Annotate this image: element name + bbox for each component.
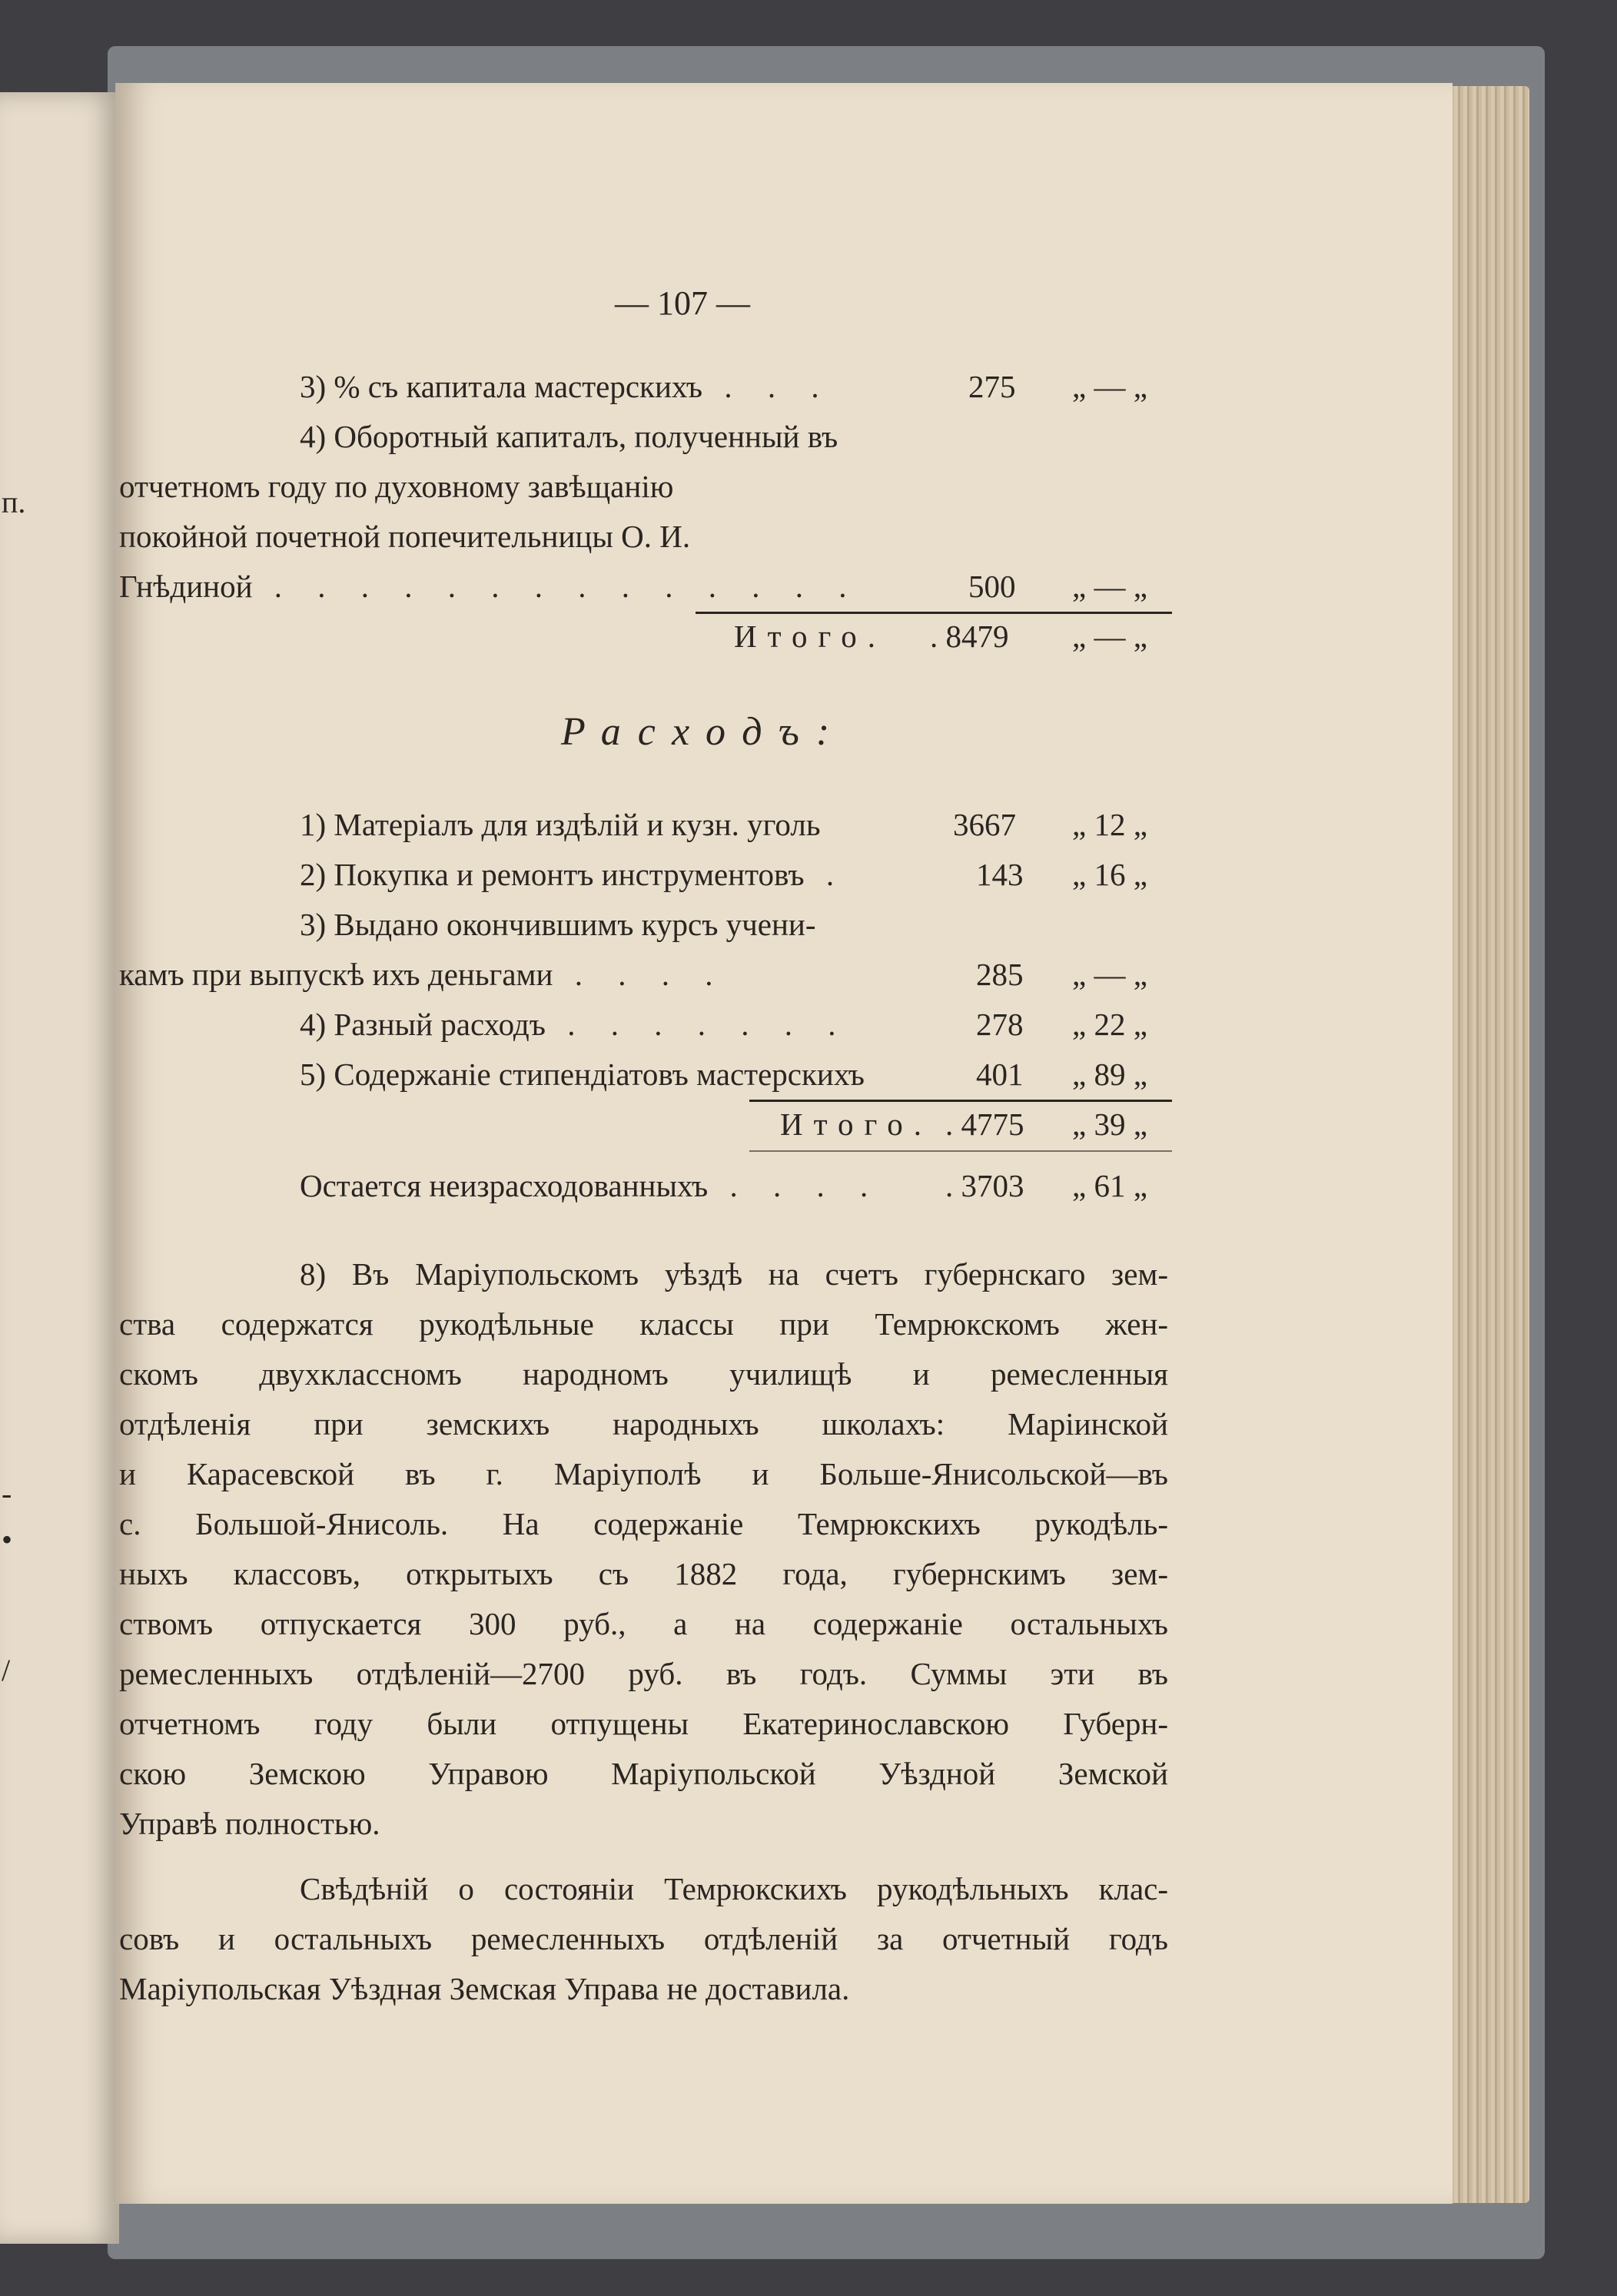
expense-item-kopecks: „ — „ <box>1072 957 1147 992</box>
paragraph-line: 8) Въ Маріупольскомъ уѣздѣ на счетъ губернскаго зем- <box>300 1256 1168 1292</box>
expense-item-amount: 401 <box>976 1057 1024 1092</box>
paragraph-line: и Карасевской въ г. Маріуполѣ и Больше-Янисольской—въ <box>119 1456 1168 1491</box>
expense-total-label: Итого. <box>780 1107 933 1142</box>
paragraph-line: Управѣ полностью. <box>119 1806 380 1841</box>
expense-item-amount: 3667 <box>953 807 1016 842</box>
expense-item-amount: 143 <box>976 857 1024 892</box>
left-page-fragment: - <box>2 1476 12 1511</box>
paragraph-line: Маріупольская Уѣздная Земская Управа не доставила. <box>119 1971 850 2006</box>
remaining-label: Остается неизрасходованныхъ . . . . <box>300 1168 882 1203</box>
income-total-kopecks: „ — „ <box>1072 619 1147 654</box>
page-number: — 107 — <box>615 284 750 322</box>
previous-page-edge <box>0 92 119 2244</box>
left-page-fragment: / <box>2 1653 11 1687</box>
expense-item-amount: 285 <box>976 957 1024 992</box>
paragraph-line: отчетномъ году были отпущены Екатеринославскою Губерн- <box>119 1706 1168 1741</box>
left-page-fragment: п. <box>2 485 26 519</box>
expense-item-line: 3) Выдано окончившимъ курсъ учени- <box>300 907 816 942</box>
sum-rule <box>696 612 1172 614</box>
sum-rule <box>749 1100 1172 1102</box>
paragraph-line: ствомъ отпускается 300 руб., а на содержаніе остальныхъ <box>119 1606 1168 1641</box>
expense-item-line: камъ при выпускѣ ихъ деньгами . . . . <box>119 957 727 992</box>
expense-item-label: 5) Содержаніе стипендіатовъ мастерскихъ <box>300 1057 865 1092</box>
expense-total-kopecks: „ 39 „ <box>1072 1107 1147 1142</box>
paragraph-line: ныхъ классовъ, открытыхъ съ 1882 года, губернскимъ зем- <box>119 1556 1168 1591</box>
remaining-amount: . 3703 <box>945 1168 1024 1203</box>
expense-item-label: 1) Матеріалъ для издѣлій и кузн. уголь <box>300 807 821 842</box>
expense-item-kopecks: „ 22 „ <box>1072 1007 1147 1042</box>
sum-rule <box>749 1150 1172 1152</box>
expenses-heading: Расходъ: <box>561 710 847 754</box>
income-item-line: 4) Оборотный капиталъ, полученный въ <box>300 419 838 454</box>
paragraph-line: ремесленныхъ отдѣленій—2700 руб. въ годъ. Суммы эти въ <box>119 1656 1168 1691</box>
income-total-amount: . 8479 <box>930 619 1009 654</box>
income-item-label: 3) % съ капитала мастерскихъ . . . <box>300 369 833 404</box>
paragraph-line: с. Большой-Янисоль. На содержаніе Темрюкскихъ рукодѣль- <box>119 1506 1168 1541</box>
income-item-kopecks: „ — „ <box>1072 369 1147 404</box>
page-edges <box>1445 86 1529 2203</box>
paragraph-line: скомъ двухклассномъ народномъ училищѣ и ремесленныя <box>119 1356 1168 1392</box>
income-item-line: покойной почетной попечительницы О. И. <box>119 519 691 554</box>
paragraph-line: скою Земскою Управою Маріупольской Уѣздной Земской <box>119 1756 1168 1791</box>
left-page-fragment: • <box>2 1522 13 1557</box>
income-item-amount: 500 <box>968 569 1016 604</box>
paragraph-line: отдѣленія при земскихъ народныхъ школахъ: Маріинской <box>119 1406 1168 1442</box>
income-item-amount: 275 <box>968 369 1016 404</box>
expense-item-kopecks: „ 16 „ <box>1072 857 1147 892</box>
paragraph-line: совъ и остальныхъ ремесленныхъ отдѣленій за отчетный годъ <box>119 1921 1168 1956</box>
income-total-label: Итого. <box>734 619 887 654</box>
expense-item-label: 4) Разный расходъ . . . . . . . <box>300 1007 850 1042</box>
income-item-kopecks: „ — „ <box>1072 569 1147 604</box>
expense-item-label: 2) Покупка и ремонтъ инструментовъ . <box>300 857 848 892</box>
document-page <box>115 83 1453 2204</box>
paragraph-line: Свѣдѣній о состояніи Темрюкскихъ рукодѣльныхъ клас- <box>300 1871 1168 1906</box>
income-item-line: отчетномъ году по духовному завѣщанію <box>119 469 674 504</box>
expense-item-amount: 278 <box>976 1007 1024 1042</box>
expense-item-kopecks: „ 12 „ <box>1072 807 1147 842</box>
expense-total-amount: . 4775 <box>945 1107 1024 1142</box>
remaining-kopecks: „ 61 „ <box>1072 1168 1147 1203</box>
expense-item-kopecks: „ 89 „ <box>1072 1057 1147 1092</box>
income-item-line: Гнѣдиной . . . . . . . . . . . . . . <box>119 569 861 604</box>
paragraph-line: ства содержатся рукодѣльные классы при Темрюкскомъ жен- <box>119 1306 1168 1342</box>
